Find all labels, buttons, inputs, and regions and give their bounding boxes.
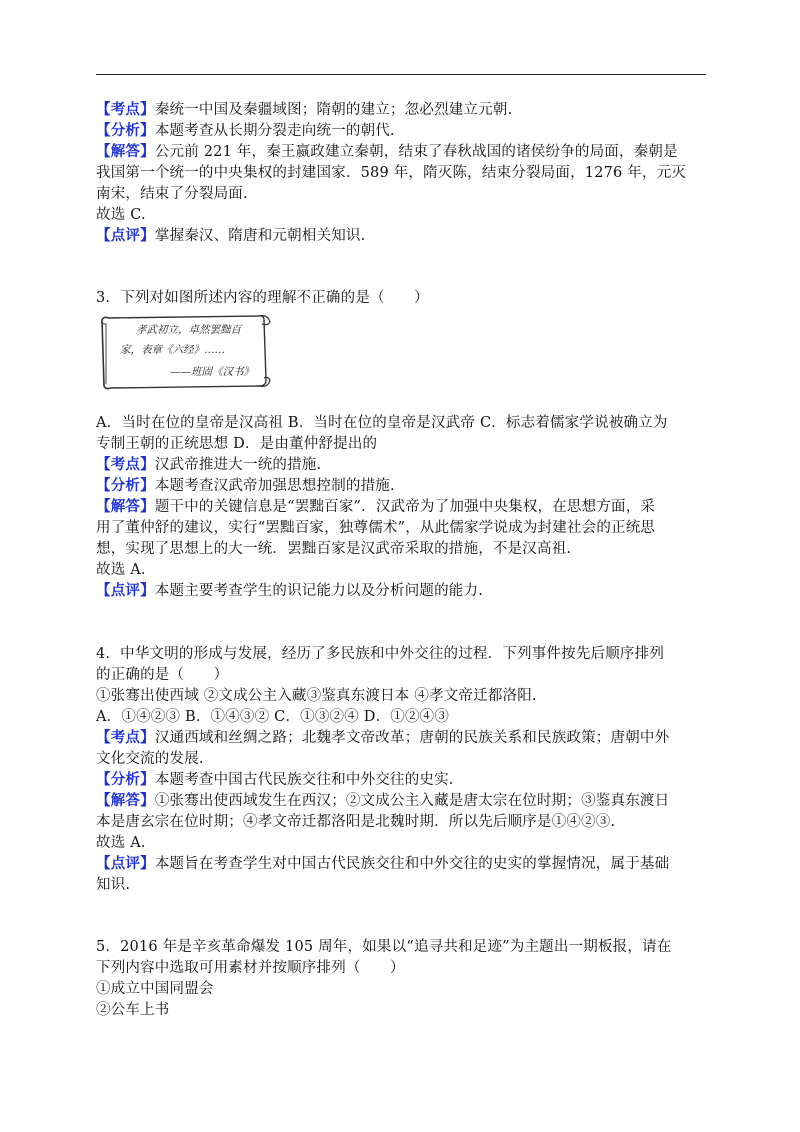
scroll-text-line: 家，表章《六经》…… <box>120 344 225 356</box>
q5-item: ②公车上书 <box>96 1002 170 1018</box>
fenxi-text: 本题考查从长期分裂走向统一的朝代. <box>154 123 395 139</box>
dianping-tag: 【点评】 <box>96 582 155 599</box>
fenxi-tag: 【分析】 <box>96 477 155 494</box>
jieda-line: 我国第一个统一的中央集权的封建国家．589 年，隋灭陈，结束分裂局面，1276 年，元灭 <box>96 165 687 181</box>
q4-jieda <box>96 791 669 811</box>
jieda-tag: 【解答】 <box>96 792 155 809</box>
q2-fenxi <box>96 121 395 141</box>
q4-stem: 4．中华文明的形成与发展，经历了多民族和中外交往的过程．下列事件按先后顺序排列 <box>96 646 665 662</box>
q3-options: A．当时在位的皇帝是汉高祖 B．当时在位的皇帝是汉武帝 C．标志着儒家学说被确立为 <box>96 415 668 431</box>
dianping-text: 知识. <box>96 877 131 893</box>
q3-stem: 3．下列对如图所述内容的理解不正确的是（ ） <box>96 290 429 306</box>
fenxi-tag: 【分析】 <box>96 122 155 139</box>
q4-dianping <box>96 854 669 874</box>
q5-stem: 下列内容中选取可用素材并按顺序排列（ ） <box>96 960 405 976</box>
fenxi-text: 本题考查汉武帝加强思想控制的措施. <box>154 478 395 494</box>
jieda-line: 本是唐玄宗在位时期；④孝文帝迁都洛阳是北魏时期．所以先后顺序是①④②③. <box>96 814 616 830</box>
dianping-text: 掌握秦汉、隋唐和元朝相关知识. <box>154 228 366 244</box>
q4-events: ①张骞出使西域 ②文成公主入藏③鉴真东渡日本 ④孝文帝迁都洛阳. <box>96 688 537 704</box>
answer-line: 故选 A. <box>96 835 146 851</box>
dianping-tag: 【点评】 <box>96 227 155 244</box>
q4-stem: 的正确的是（ ） <box>96 667 229 683</box>
q5-stem: 5．2016 年是辛亥革命爆发 105 周年，如果以“追寻共和足迹”为主题出一期板报，请在 <box>96 939 672 955</box>
header-rule <box>96 74 706 75</box>
jieda-line: 公元前 221 年，秦王嬴政建立秦朝，结束了春秋战国的诸侯纷争的局面，秦朝是 <box>154 144 678 160</box>
q3-options: 专制王朝的正统思想 D．是由董仲舒提出的 <box>96 436 378 452</box>
q5-item: ①成立中国同盟会 <box>96 981 214 997</box>
scroll-text-line: 孝武初立，卓然罢黜百 <box>136 324 241 336</box>
jieda-tag: 【解答】 <box>96 143 155 160</box>
q3-fenxi <box>96 476 395 496</box>
kaodian-tag: 【考点】 <box>96 101 155 118</box>
scroll-illustration <box>98 310 274 392</box>
jieda-line: 用了董仲舒的建议，实行“罢黜百家，独尊儒术”，从此儒家学说成为封建社会的正统思 <box>96 520 656 536</box>
kaodian-tag: 【考点】 <box>96 729 155 746</box>
q3-kaodian <box>96 455 321 475</box>
dianping-text: 本题旨在考查学生对中国古代民族交往和中外交往的史实的掌握情况，属于基础 <box>154 856 670 872</box>
jieda-line: 题干中的关键信息是“罢黜百家”．汉武帝为了加强中央集权，在思想方面，采 <box>154 499 656 515</box>
kaodian-text: 秦统一中国及秦疆域图；隋朝的建立；忽必烈建立元朝. <box>154 102 513 118</box>
fenxi-text: 本题考查中国古代民族交往和中外交往的史实. <box>154 772 454 788</box>
dianping-text: 本题主要考查学生的识记能力以及分析问题的能力. <box>154 583 484 599</box>
kaodian-tag: 【考点】 <box>96 456 155 473</box>
kaodian-text: 文化交流的发展. <box>96 751 204 767</box>
jieda-line: 南宋，结束了分裂局面. <box>96 186 248 202</box>
q4-options: A．①④②③ B．①④③② C．①③②④ D．①②④③ <box>96 709 450 725</box>
kaodian-text: 汉武帝推进大一统的措施. <box>154 457 322 473</box>
q2-dianping <box>96 226 365 246</box>
dianping-tag: 【点评】 <box>96 855 155 872</box>
q2-jieda <box>96 142 678 162</box>
answer-line: 故选 C. <box>96 207 146 223</box>
jieda-line: 想，实现了思想上的大一统．罢黜百家是汉武帝采取的措施，不是汉高祖. <box>96 541 572 557</box>
q4-fenxi <box>96 770 454 790</box>
scroll-citation: ——班固《汉书》 <box>170 366 254 378</box>
q2-kaodian <box>96 100 512 120</box>
q4-kaodian <box>96 728 669 748</box>
answer-line: 故选 A. <box>96 562 146 578</box>
q3-dianping <box>96 581 483 601</box>
fenxi-tag: 【分析】 <box>96 771 155 788</box>
jieda-tag: 【解答】 <box>96 498 155 515</box>
kaodian-text: 汉通西域和丝绸之路；北魏孝文帝改革；唐朝的民族关系和民族政策；唐朝中外 <box>154 730 670 746</box>
jieda-line: ①张骞出使西域发生在西汉；②文成公主入藏是唐太宗在位时期；③鉴真东渡日 <box>154 793 670 809</box>
q3-jieda <box>96 497 655 517</box>
